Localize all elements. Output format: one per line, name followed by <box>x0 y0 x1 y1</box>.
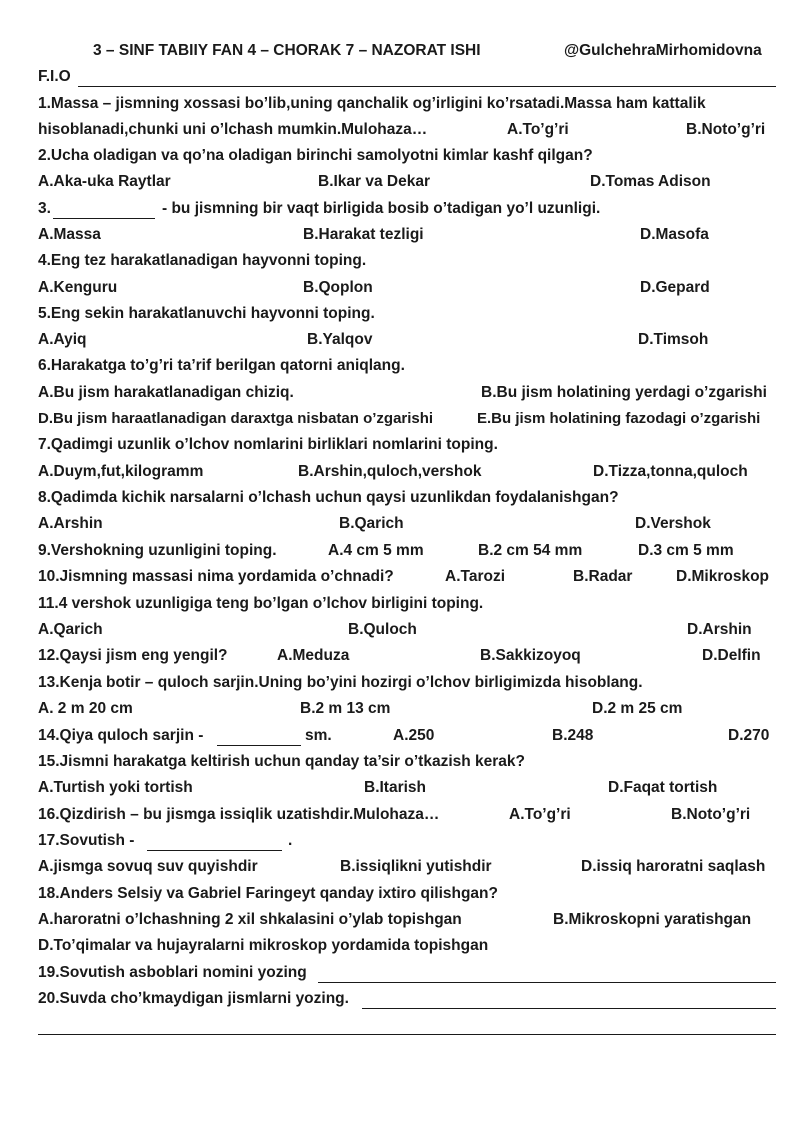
question-20 <box>0 986 800 1012</box>
question-text: 13.Kenja botir – quloch sarjin.Uning bo’yini hozirgi o’lchov birligimizda hisoblang. <box>38 674 643 691</box>
question-text: 4.Eng tez harakatlanadigan hayvonni toping. <box>38 252 367 269</box>
option-b[interactable]: B.Itarish <box>364 779 427 796</box>
option-a[interactable]: A.250 <box>393 727 435 744</box>
question-5 <box>0 301 800 327</box>
question-14 <box>0 723 800 749</box>
option-d[interactable]: D.Faqat tortish <box>608 779 718 796</box>
unit-label: sm. <box>305 727 332 744</box>
options-6-row1 <box>0 380 800 406</box>
question-8 <box>0 485 800 511</box>
page-title: 3 – SINF TABIIY FAN 4 – CHORAK 7 – NAZORAT ISHI <box>93 42 481 59</box>
options-4 <box>0 275 800 301</box>
option-b[interactable]: B.Mikroskopni yaratishgan <box>553 911 752 928</box>
fio-label: F.I.O <box>38 68 71 85</box>
option-d[interactable]: D.3 cm 5 mm <box>638 542 734 559</box>
option-d[interactable]: D.Mikroskop <box>676 568 770 585</box>
option-d[interactable]: D.Delfin <box>702 647 761 664</box>
answer-blank[interactable] <box>217 729 301 746</box>
author-handle: @GulchehraMirhomidovna <box>564 42 762 59</box>
options-15 <box>0 775 800 801</box>
question-text: 18.Anders Selsiy va Gabriel Faringeyt qanday ixtiro qilishgan? <box>38 885 498 902</box>
option-d[interactable]: D.Timsoh <box>638 331 709 348</box>
question-4 <box>0 248 800 274</box>
option-d[interactable]: D.Bu jism haraatlanadigan daraxtga nisbatan o’zgarishi <box>38 410 434 427</box>
options-13 <box>0 696 800 722</box>
question-16 <box>0 802 800 828</box>
sentence-end: . <box>288 832 293 849</box>
option-b[interactable]: B.2 m 13 cm <box>300 700 391 717</box>
options-2 <box>0 169 800 195</box>
question-text: 9.Vershokning uzunligini toping. <box>38 542 277 559</box>
question-text: 2.Ucha oladigan va qo’na oladigan birinchi samolyotni kimlar kashf qilgan? <box>38 147 593 164</box>
option-a[interactable]: A.Turtish yoki tortish <box>38 779 193 796</box>
answer-line[interactable] <box>38 1018 776 1035</box>
option-b[interactable]: B.Radar <box>573 568 633 585</box>
question-7 <box>0 432 800 458</box>
option-d[interactable]: D.Tizza,tonna,quloch <box>593 463 748 480</box>
question-text: 10.Jismning massasi nima yordamida o’chnadi? <box>38 568 394 585</box>
option-a[interactable]: A.To’g’ri <box>507 121 569 138</box>
question-12 <box>0 643 800 669</box>
option-a[interactable]: A.Qarich <box>38 621 103 638</box>
option-a[interactable]: A.4 cm 5 mm <box>328 542 424 559</box>
question-text: 6.Harakatga to’g’ri ta’rif berilgan qatorni aniqlang. <box>38 357 405 374</box>
option-b[interactable]: B.Harakat tezligi <box>303 226 424 243</box>
fio-line <box>0 64 800 90</box>
question-13 <box>0 670 800 696</box>
options-17 <box>0 854 800 880</box>
question-text: 16.Qizdirish – bu jismga issiqlik uzatishdir.Mulohaza… <box>38 806 440 823</box>
options-7 <box>0 459 800 485</box>
options-5 <box>0 327 800 353</box>
question-text: 19.Sovutish asboblari nomini yozing <box>38 964 307 981</box>
option-e[interactable]: E.Bu jism holatining fazodagi o’zgarishi <box>477 410 761 427</box>
options-6-row2 <box>0 406 800 432</box>
answer-line[interactable] <box>362 992 776 1009</box>
fio-field[interactable] <box>78 70 776 87</box>
option-a[interactable]: A.jismga sovuq suv quyishdir <box>38 858 258 875</box>
option-b[interactable]: B.2 cm 54 mm <box>478 542 583 559</box>
option-b[interactable]: B.Arshin,quloch,vershok <box>298 463 482 480</box>
option-b[interactable]: B.Sakkizoyoq <box>480 647 581 664</box>
option-a[interactable]: A.To’g’ri <box>509 806 571 823</box>
option-a[interactable]: A.Kenguru <box>38 279 118 296</box>
options-11 <box>0 617 800 643</box>
question-text: 7.Qadimgi uzunlik o’lchov nomlarini birliklari nomlarini toping. <box>38 436 498 453</box>
option-b[interactable]: B.Noto’g’ri <box>686 121 766 138</box>
question-10 <box>0 564 800 590</box>
option-d[interactable]: D.Vershok <box>635 515 711 532</box>
options-18-row1 <box>0 907 800 933</box>
option-d[interactable]: D.2 m 25 cm <box>592 700 683 717</box>
answer-blank[interactable] <box>147 834 282 851</box>
answer-line[interactable] <box>318 966 776 983</box>
question-text: - bu jismning bir vaqt birligida bosib o’tadigan yo’l uzunligi. <box>162 200 601 217</box>
option-a[interactable]: A.Arshin <box>38 515 103 532</box>
option-a[interactable]: A.Aka-uka Raytlar <box>38 173 171 190</box>
question-text: hisoblanadi,chunki uni o’lchash mumkin.Mulohaza… <box>38 121 428 138</box>
option-b[interactable]: B.Yalqov <box>307 331 373 348</box>
option-b[interactable]: B.Qarich <box>339 515 404 532</box>
question-17 <box>0 828 800 854</box>
question-1-cont <box>0 117 800 143</box>
option-d[interactable]: D.270 <box>728 727 770 744</box>
question-18 <box>0 881 800 907</box>
question-11 <box>0 591 800 617</box>
option-b[interactable]: B.Quloch <box>348 621 417 638</box>
option-a[interactable]: A.haroratni o’lchashning 2 xil shkalasini o’ylab topishgan <box>38 911 462 928</box>
option-a[interactable]: A.Tarozi <box>445 568 505 585</box>
answer-line-extra <box>0 1012 800 1038</box>
question-text: 15.Jismni harakatga keltirish uchun qanday ta’sir o’tkazish kerak? <box>38 753 526 770</box>
options-3 <box>0 222 800 248</box>
question-text: 12.Qaysi jism eng yengil? <box>38 647 228 664</box>
option-b[interactable]: B.Qoplon <box>303 279 373 296</box>
question-number: 3. <box>38 200 51 217</box>
answer-blank[interactable] <box>53 202 155 219</box>
option-b[interactable]: B.248 <box>552 727 594 744</box>
question-text: 8.Qadimda kichik narsalarni o’lchash uchun qaysi uzunlikdan foydalanishgan? <box>38 489 619 506</box>
option-b[interactable]: B.Noto’g’ri <box>671 806 751 823</box>
option-a[interactable]: A.Massa <box>38 226 101 243</box>
question-text: 1.Massa – jismning xossasi bo’lib,uning qanchalik og’irligini ko’rsatadi.Massa ham kattalik <box>38 95 706 112</box>
question-text: 17.Sovutish - <box>38 832 135 849</box>
header-line <box>0 38 800 64</box>
question-1 <box>0 91 800 117</box>
option-b[interactable]: B.Bu jism holatining yerdagi o’zgarishi <box>481 384 767 401</box>
options-18-row2 <box>0 933 800 959</box>
option-b[interactable]: B.Ikar va Dekar <box>318 173 431 190</box>
option-a[interactable]: A.Ayiq <box>38 331 87 348</box>
question-text: 11.4 vershok uzunligiga teng bo’lgan o’lchov birligini toping. <box>38 595 484 612</box>
option-d[interactable]: D.Masofa <box>640 226 709 243</box>
option-d[interactable]: D.Tomas Adison <box>590 173 711 190</box>
option-a[interactable]: A.Duym,fut,kilogramm <box>38 463 204 480</box>
question-text: 5.Eng sekin harakatlanuvchi hayvonni toping. <box>38 305 375 322</box>
question-15 <box>0 749 800 775</box>
question-9 <box>0 538 800 564</box>
option-a[interactable]: A.Meduza <box>277 647 350 664</box>
question-2 <box>0 143 800 169</box>
option-a[interactable]: A.Bu jism harakatlanadigan chiziq. <box>38 384 294 401</box>
option-d[interactable]: D.Gepard <box>640 279 710 296</box>
question-6 <box>0 353 800 379</box>
question-3 <box>0 196 800 222</box>
option-b[interactable]: B.issiqlikni yutishdir <box>340 858 492 875</box>
option-d[interactable]: D.issiq haroratni saqlash <box>581 858 766 875</box>
options-8 <box>0 511 800 537</box>
question-19 <box>0 960 800 986</box>
option-d[interactable]: D.Arshin <box>687 621 752 638</box>
question-text: 14.Qiya quloch sarjin - <box>38 727 204 744</box>
option-d[interactable]: D.To’qimalar va hujayralarni mikroskop yordamida topishgan <box>38 937 489 954</box>
option-a[interactable]: A. 2 m 20 cm <box>38 700 133 717</box>
question-text: 20.Suvda cho’kmaydigan jismlarni yozing. <box>38 990 349 1007</box>
